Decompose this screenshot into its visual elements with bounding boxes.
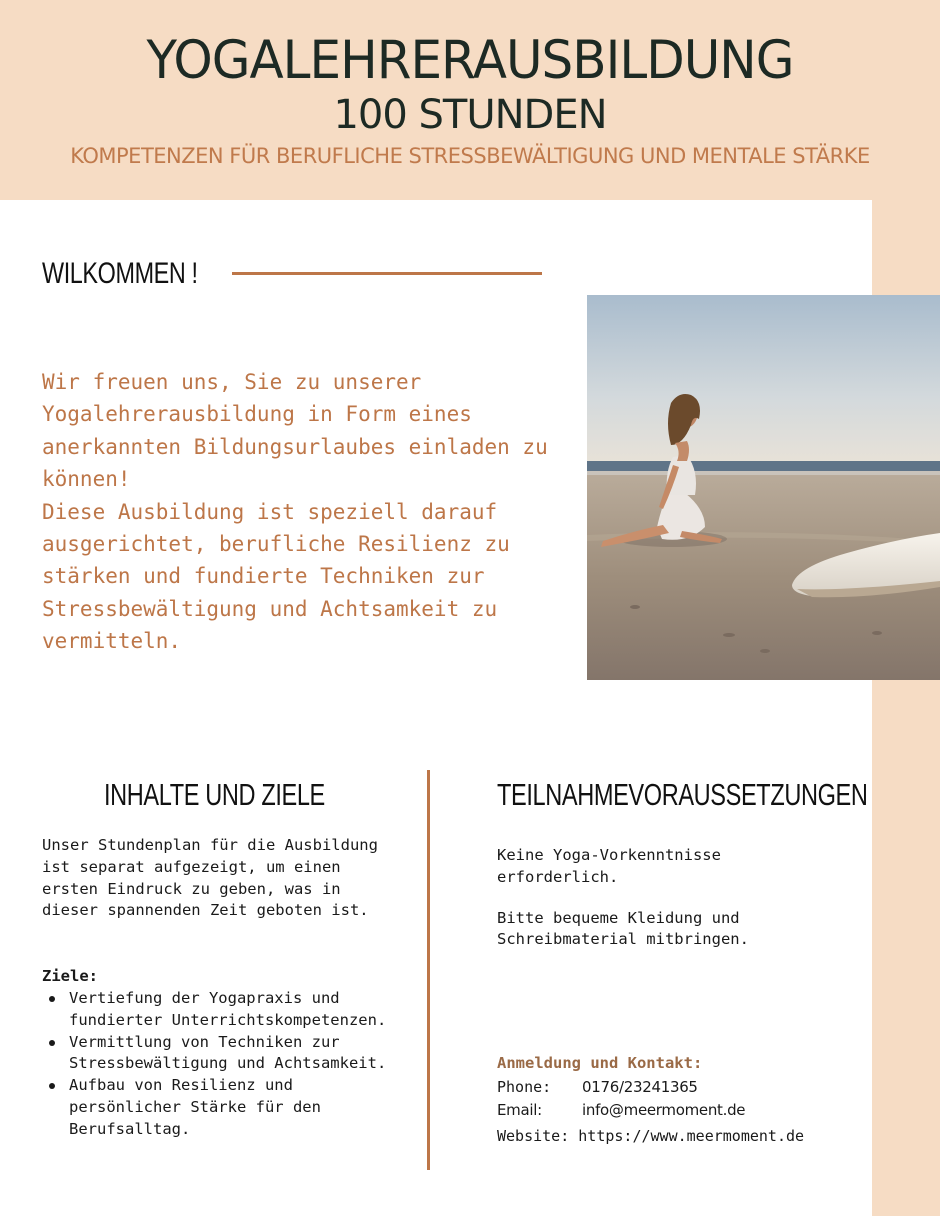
requirements-text: [497, 845, 787, 951]
page-tagline: KOMPETENZEN FÜR BERUFLICHE STRESSBEWÄLTIGUNG UND MENTALE STÄRKE: [70, 144, 870, 168]
contact-website-row: [497, 1125, 804, 1147]
column-divider: [427, 770, 430, 1170]
welcome-paragraph-2: Diese Ausbildung ist speziell darauf ausgerichtet, berufliche Resilienz zu stärken und fundierte Techniken zur Stressbewältigung und Achtsamkeit zu vermitteln.: [42, 499, 510, 654]
contents-intro: [42, 835, 392, 922]
goals-list: [42, 988, 392, 1141]
goal-item: Vermittlung von Techniken zur Stressbewältigung und Achtsamkeit.: [42, 1032, 392, 1076]
welcome-text: [42, 366, 572, 658]
welcome-heading: WILKOMMEN !: [42, 257, 198, 290]
website-label: Website:: [497, 1127, 570, 1145]
welcome-divider: [232, 272, 542, 275]
website-link[interactable]: https://www.meermoment.de: [578, 1127, 805, 1145]
contents-intro-text: Unser Stundenplan für die Ausbildung ist separat aufgezeigt, um einen ersten Eindruck zu geben, was in dieser spannenden Zeit geboten ist.: [42, 836, 378, 920]
email-label: Email:: [497, 1101, 542, 1119]
page-subtitle: 100 STUNDEN: [333, 92, 607, 138]
contents-heading: INHALTE UND ZIELE: [104, 777, 325, 812]
contact-email-row: [497, 1099, 745, 1121]
requirements-line-1: Keine Yoga-Vorkenntnisse erforderlich.: [497, 846, 721, 886]
goals-label: Ziele:: [42, 967, 98, 985]
goal-item: Aufbau von Resilienz und persönlicher Stärke für den Berufsalltag.: [42, 1075, 392, 1140]
contact-phone-row: [497, 1076, 698, 1098]
goal-item: Vertiefung der Yogapraxis und fundierter Unterrichtskompetenzen.: [42, 988, 392, 1032]
phone-label: Phone:: [497, 1078, 552, 1096]
page-title: YOGALEHRERAUSBILDUNG: [146, 29, 794, 91]
email-link[interactable]: info@meermoment.de: [582, 1101, 746, 1119]
welcome-paragraph-1: Wir freuen uns, Sie zu unserer Yogalehrerausbildung in Form eines anerkannten Bildungsurlaubes einladen zu können!: [42, 370, 548, 492]
requirements-heading: TEILNAHMEVORAUSSETZUNGEN: [497, 777, 868, 812]
contact-title: Anmeldung und Kontakt:: [497, 1054, 703, 1072]
requirements-line-2: Bitte bequeme Kleidung und Schreibmaterial mitbringen.: [497, 908, 749, 949]
phone-value[interactable]: 0176/23241365: [582, 1078, 698, 1096]
beach-yoga-photo: [587, 295, 940, 680]
